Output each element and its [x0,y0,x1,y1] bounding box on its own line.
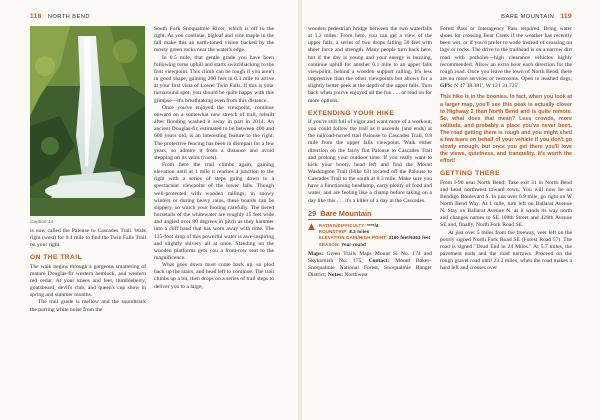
stat-season: SEASON: Year-round [318,241,366,247]
hike-title [308,210,432,217]
running-head-left: NORTH BEND [47,14,90,20]
hike-details: Maps: Green Trails Maps Mount Si No. 174 and Skykomish No. 175; Contact: Mount Baker–Snoqualmie National Forest, Snoqualmie Ranger District; Notes: Northwest [308,250,432,279]
stat-roundtrip: ROUNDTRIP: 8.3 miles [318,229,370,234]
running-head-right: BARE MOUNTAIN [501,14,555,20]
hike-name: Bare Mountain [320,208,372,218]
right-column-1 [308,26,432,280]
waterfall-illustration [30,26,145,216]
stat-elevation: ELEVATION GAIN/HIGH POINT: 3180 feet/5353 feet [318,235,431,241]
waterfall-photo [30,26,145,216]
paragraph: Forest Pass or Interagency Pass required. Bring water shoes for crossing Bear Creek if the weather has recently been wet, or if you'd prefer to wade instead of crossing on logs or rocks. The drive to the trailhead is on a narrow dirt road with potholes—high clearance vehicles highly recommended. Allow an extra hour each direction for the rough road. Once you leave the town of North Bend, there are no more services or restrooms. Open to leashed dogs; GPS: N 47 38.381', W 121 31.725'. [440,26,572,90]
paragraph: At just over 5 miles from the freeway, veer left on the poorly signed North Fork Road SE (Forest Road 57). The road is signed "Dead End in 24 Miles." At 5.7 miles, the pavement ends and the road narrows. Proceed on the rough gravel road until 23.2 miles, when the road makes a hard left and crosses over [440,229,572,272]
right-column-2 [440,26,572,273]
paragraph: What goes down must come back up, so plod back up the stairs, and head left to continue. The trail climbs up a bit, then drops on a series of trail steps to deliver you to a large, [154,262,274,290]
left-page [0,0,298,420]
paragraph: The trail grade is mellow and the soundtrack the purring white noise from the [30,299,146,313]
paragraph: is now called the Palouse to Cascades Trail. Walk right (west) for 0.4 mile to find the Twin Falls Trail on your right. [30,228,146,249]
paragraph: South Fork Snoqualmie River, which is off to the right. As you continue, bigleaf and vine maple in the fall make this an earth-toned vision backed by the mossy green rocks near the water's edge. [154,26,274,54]
right-page-header [501,13,572,20]
divider [308,219,432,220]
right-page [302,0,600,420]
left-column-1 [30,228,146,314]
paragraph: The walk begins through a gorgeous smattering of mature Douglas-fir western hemlock, and western red cedar. At your knees and feet, thimbleberry, goatsbeard, devil's club, and queen's cup show in spring and summer months. [30,263,146,299]
paragraph: Once you've enjoyed the viewpoint, continue onward on a somewhat new stretch of trail, rebuilt after flooding washed it away in part in 2014. An ancient Douglas-fir, estimated to be between 400 and 600 years old, is an interesting feature to the right. The protective fencing has been in disrepair for a few years, so admire it from a distance and avoid stepping on its veins (roots). [154,104,274,161]
page-number-right: 119 [560,13,572,20]
left-column-2 [154,26,274,291]
paragraph: If you're still full of vigor and want more of a workout, you could follow the trail as it ascends (and ends) at the railroad-turned trail Palouse to Cascades Trail, 0.8 mile from the upper falls viewpoint. Walk either direction on the fairly flat Palouse to Cascades Trail and prolong your outdoor time. If you really want to kick your booty, head left and find the Mount Washington Trail (Hike 63) located off the Palouse to Cascades Trail to the south at 0.3 mile. Make sure you have a functioning headlamp, carry plenty of food and water, and are feeling like a champ before taking on a day like this . . . it's a killer of a day in the Cascades. [308,118,432,204]
hike-stats-row [308,223,432,248]
page-number-left: 118 [30,13,42,20]
stat-rating: RATING/DIFFICULTY: ****/4 [318,222,379,228]
paragraph: wooden pedestrian bridge between the two waterfalls at 1.2 miles. From here, you can get a view of the upper falls, a series of two drops falling 50 feet with sheer force and strength. Many people turn back here, but if the day is young and your energy is buzzing, continue uphill for another 0.1 mile to an upper falls viewpoint, behind a wooden support railing. It's less impressive than the other viewpoints but allows for a slightly better peek at the depth of the upper falls. Turn back when you've enjoyed all the fun . . . or read on for more options. [308,26,432,104]
section-heading-getting-there: GETTING THERE [440,170,500,178]
section-heading-extending-your-hike: EXTENDING YOUR HIKE [308,109,395,117]
hike-number: 29 [308,208,317,218]
highlight-paragraph: This hike is in the boonies. In fact, when you look at a larger map, you'll see this peak is actually closer to Highway 2 than North Bend and is quite remote. So, what does that mean? Less crowds, more solitude, and probably a place you've never been. The road getting there is rough and you might shed a few tears on behalf of your vehicle if you don't go slowly enough, but once you get there you'll love the views, quietness, and tranquility. It's worth the effort! [440,94,572,165]
paragraph: From I-90 near North Bend: Take exit 31 in North Bend and head northwest toward town. You will now be on Bendigo Boulevard S. In just over 0.9 mile, go right on W North Bend Way. At 1 mile, turn left on Ballarat Avenue N. Stay on Ballarat Avenue N. as it winds its way north and changes names to SE 108th Street and 428th Avenue SE and, finally, North Fork Road SE. [440,179,572,229]
photo-caption: Caption 14 [30,220,54,225]
paragraph: From here the trail climbs again, gaining elevation until at 1 mile it reaches a junction to the right with a series of steps going down to a spectacular viewpoint of the lower falls. Though well-protected with wooden railings, in snowy winters or during heavy rains, these boards can be slippery, so watch your footing carefully. The tiered horsetails of the whitewater are roughly 15 feet wide and angled over 80 degrees in pitch as they hammer into a cliff band that has worn away with time. The 135-foot drop of this powerful water is awe-inspiring and slightly shivery all at once. Standing on the wooden platforms gets you a front-row seat to the magnificence. [154,161,274,261]
section-heading-on-the-trail: ON THE TRAIL [30,254,83,262]
hike-info-box [308,210,432,280]
mountain-icon: ▲ [308,221,315,232]
left-page-header [30,13,90,20]
paragraph: In 0.5 mile, that gentle grade you have been following turns uphill and starts switchbacking to the first viewpoint. This climb can be tough if you aren't in good shape, gaining 200 feet in 0.3 mile to arrive at your first vista of Lower Twin Falls. If this is your turnaround spot, you should be quite happy with this glimpse—it's breathtaking even from this distance. [154,54,274,104]
